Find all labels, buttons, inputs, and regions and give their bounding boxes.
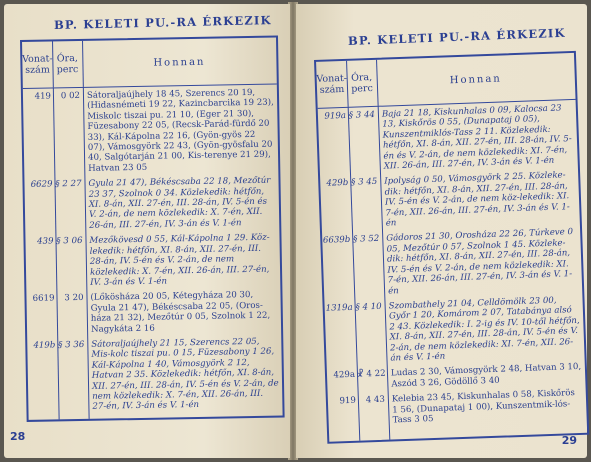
table-header bbox=[22, 38, 277, 89]
table-row bbox=[325, 295, 585, 366]
train-number: 1319a bbox=[325, 302, 353, 314]
right-page bbox=[296, 4, 587, 458]
origin-stations: Baja 21 18, Kiskunhalas 0 09, Kalocsa 23 13, Kiskőrös 0 55, (Dunapataj 0 05), Kunszentmiklós-Tass 2 11. Közlekedik: hétfőn, XI. 8-án, XII. 27-én, III. 28-án, IV. 5-én és V. 2-án, de nem közlekedik: XI. 7-én, XII. 26-án, III. 27-én, IV. 3-án és V. 1-én bbox=[381, 103, 572, 172]
table-row bbox=[25, 233, 280, 289]
origin-stations: Ludas 2 30, Vámosgyörk 2 48, Hatvan 3 10, Aszód 3 26, Gödöllő 3 40 bbox=[390, 362, 582, 390]
train-number: 419b bbox=[33, 340, 56, 351]
col-header-ora-perc: Óra, perc bbox=[52, 41, 84, 88]
origin-stations: Sátoraljaújhely 18 45, Szerencs 20 19, (Hidasnémeti 19 22, Kazincbarcika 19 23), Miskolc tiszai pu. 21 10, (Eger 21 30), Füzesabony 22 05, (Recsk-Parád-fürdő 20 33), Kál-Kápolna 22 16, (Gyön-gyös 22 07), Vámosgyörk 22 43, (Gyön-gyösfalu 20 40, Salgótarján 21 00, Kis-terenye 21 29), Hatvan 23 05 bbox=[86, 87, 274, 174]
arrival-time: § 3 45 bbox=[350, 177, 378, 189]
arrival-time: 0 02 bbox=[60, 90, 81, 102]
arrival-time: § 4 10 bbox=[355, 301, 382, 313]
train-number: 429a bbox=[333, 370, 356, 381]
table-row bbox=[320, 170, 580, 231]
train-number: 919 bbox=[339, 395, 357, 407]
arrival-time: § 3 06 bbox=[56, 236, 83, 247]
col-header-ora-perc: Óra, perc bbox=[346, 60, 379, 107]
left-page bbox=[4, 4, 290, 458]
origin-stations: Sátoraljaújhely 21 15, Szerencs 22 05, Mis-kolc tiszai pu. 0 15, Füzesabony 1 26, Kál-Kápolna 1 40, Vámosgyörk 2 12, Hatvan 2 35. Közlekedik: hétfőn, XI. 8-án, XII. 27-én, III. 28-án, IV. 5-én és V. 2-án, de nem közlekedik: X. 7-én, XII. 26-án, III. 27-én, IV. 3-án és V. 1-én bbox=[91, 336, 279, 413]
origin-stations: Ipolyság 0 50, Vámosgyörk 2 25. Közleke-dik: hétfőn, XI. 8-án, XII. 27-én, III. 28-án, IV. 5-én és V. 2-án, de nem köz-lekedik: XI. 7-én, XII. 26-án, III. 27-én, IV. 3-án és V. 1-én bbox=[384, 170, 570, 229]
train-number: 439 bbox=[37, 236, 54, 248]
timetable bbox=[314, 51, 589, 444]
page-heading: BP. KELETI PU.-RA ÉRKEZIK bbox=[53, 13, 272, 32]
col-header-vonatszam: Vonat- szám bbox=[316, 61, 349, 108]
page-number: 29 bbox=[561, 434, 577, 447]
arrival-time: § 3 36 bbox=[58, 339, 85, 351]
table-row bbox=[27, 336, 282, 413]
train-number: 6639b bbox=[322, 235, 351, 247]
table-body bbox=[23, 88, 283, 419]
train-number: 429b bbox=[326, 178, 349, 190]
train-number: 6619 bbox=[32, 293, 55, 305]
col-header-honnan: Honnan bbox=[449, 72, 502, 86]
table-row bbox=[26, 290, 281, 336]
train-number: 919a bbox=[324, 110, 347, 122]
arrival-time: 3 20 bbox=[64, 293, 84, 304]
arrival-time: 4 43 bbox=[365, 394, 386, 406]
arrival-time: ☧ 4 22 bbox=[356, 369, 386, 381]
arrival-time: § 3 52 bbox=[352, 234, 380, 246]
train-number: 419 bbox=[34, 91, 52, 102]
page-heading: BP. KELETI PU.-RA ÉRKEZIK bbox=[347, 25, 566, 48]
table-row bbox=[318, 103, 578, 174]
origin-stations: Szombathely 21 04, Celldömölk 23 00, Győr 1 20, Komárom 2 07, Tatabánya alsó 2 43. Közlekedik: I. 2-ig és IV. 10-től hétfőn, XI. 8-án, XII. 27-én, III. 28-án, IV. 5-én és V. 2-án, de nem közlekedik: XI. 7-én, XII. 26-án és V. 1-én bbox=[388, 295, 580, 364]
col-header-honnan: Honnan bbox=[153, 56, 206, 69]
table-body bbox=[318, 103, 587, 433]
arrival-time: § 2 27 bbox=[55, 179, 82, 190]
arrival-time: § 3 44 bbox=[348, 109, 376, 121]
timetable bbox=[20, 35, 285, 421]
train-number: 6629 bbox=[30, 179, 53, 191]
table-row bbox=[23, 88, 278, 176]
origin-stations: Kelebia 23 45, Kiskunhalas 0 58, Kiskőrös 1 56, (Dunapataj 1 00), Kunszentmik-lós-Tass 3 05 bbox=[391, 388, 576, 426]
origin-stations: (Lőkösháza 20 05, Kétegyháza 20 30, Gyula 21 47), Békéscsaba 22 05, (Oros-háza 21 32), Mezőtúr 0 05, Szolnok 1 22, Nagykáta 2 16 bbox=[90, 290, 271, 335]
table-header bbox=[316, 53, 575, 109]
origin-stations: Gyula 21 47), Békéscsaba 22 18, Mezőtúr 23 37, Szolnok 0 34. Közlekedik: hétfőn, XI. 8-án, XII. 27-én, III. 28-án, IV. 5-én és V. 2-án, de nem közlekedik: X. 7-én, XII. 26-án, III. 27-én, IV. 3-án és V. 1-én bbox=[88, 175, 271, 231]
origin-stations: Mezőkövesd 0 55, Kál-Kápolna 1 29. Köz-lekedik: hétfőn, XI. 8-án, XII. 27-én, III. 28-án, IV. 5-én és V. 2-án, de nem közlekedik: X. 7-én, XII. 26-án, III. 27-én, IV. 3-án és V. 1-én bbox=[89, 232, 270, 288]
table-row bbox=[24, 176, 279, 232]
origin-stations: Gádoros 21 30, Orosháza 22 26, Túrkeve 0 05, Mezőtúr 0 57, Szolnok 1 45. Közleke-dik: hétfőn, XI. 8-án, XII. 27-én, III. 28-án, IV. 5-én és V. 2-án, de nem közlekedik: XI. 7-én, XII. 26-án, III. 27-én, IV. 3-án és V. 1-én bbox=[386, 227, 574, 297]
table-row bbox=[322, 227, 582, 298]
page-number: 28 bbox=[10, 430, 26, 443]
col-header-vonatszam: Vonat- szám bbox=[22, 41, 54, 88]
table-row bbox=[327, 362, 586, 392]
table-row bbox=[328, 388, 587, 428]
